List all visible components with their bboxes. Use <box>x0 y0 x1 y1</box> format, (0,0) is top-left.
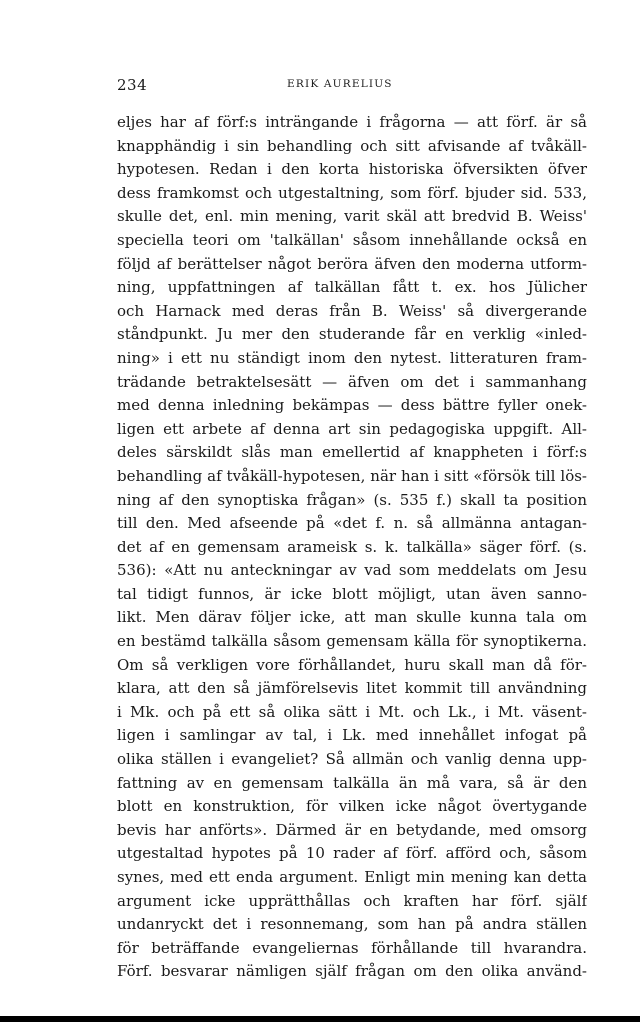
text-line: knapphändig i sin behandling och sitt afvisande af tvåkäll- <box>117 136 587 155</box>
text-line: behandling af tvåkäll-hypotesen, när han i sitt «försök till lös- <box>117 466 587 485</box>
text-line: Om så verkligen vore förhållandet, huru skall man då för- <box>117 655 587 674</box>
text-line: skulle det, enl. min mening, varit skäl att bredvid B. Weiss' <box>117 207 587 226</box>
text-line: utgestaltad hypotes på 10 rader af förf. afförd och, såsom <box>117 844 587 863</box>
text-line: dess framkomst och utgestaltning, som förf. bjuder sid. 533, <box>117 183 587 202</box>
text-line: med denna inledning bekämpas — dess bättre fyller onek- <box>117 396 587 415</box>
text-line: tal tidigt funnos, är icke blott möjligt, utan även sanno- <box>117 584 587 603</box>
text-line: undanryckt det i resonnemang, som han på andra ställen <box>117 915 587 934</box>
text-line: ning» i ett nu ständigt inom den nytest. litteraturen fram- <box>117 348 587 367</box>
text-line: och Harnack med deras från B. Weiss' så divergerande <box>117 301 587 320</box>
text-line: argument icke upprätthållas och kraften har förf. själf <box>117 891 587 910</box>
page-number: 234 <box>117 76 148 94</box>
text-line: blott en konstruktion, för vilken icke något övertygande <box>117 797 587 816</box>
body-text <box>117 111 587 984</box>
text-line: klara, att den så jämförelsevis litet kommit till användning <box>117 679 587 698</box>
running-head: ERIK AURELIUS <box>287 78 393 90</box>
text-line: Förf. besvarar nämligen själf frågan om den olika använd- <box>117 962 587 981</box>
text-line: ligen ett arbete af denna art sin pedagogiska uppgift. All- <box>117 419 587 438</box>
text-line: en bestämd talkälla såsom gemensam källa för synoptikerna. <box>117 632 587 651</box>
text-line: 536): «Att nu anteckningar av vad som meddelats om Jesu <box>117 561 587 580</box>
text-line: för beträffande evangeliernas förhållande till hvarandra. <box>117 938 587 957</box>
text-line: hypotesen. Redan i den korta historiska öfversikten öfver <box>117 160 587 179</box>
text-line: ning, uppfattningen af talkällan fått t. ex. hos Jülicher <box>117 278 587 297</box>
text-line: till den. Med afseende på «det f. n. så allmänna antagan- <box>117 514 587 533</box>
text-line: följd af berättelser något beröra äfven den moderna utform- <box>117 254 587 273</box>
text-line: olika ställen i evangeliet? Så allmän och vanlig denna upp- <box>117 750 587 769</box>
text-line: synes, med ett enda argument. Enligt min mening kan detta <box>117 868 587 886</box>
text-line: ståndpunkt. Ju mer den studerande får en verklig «inled- <box>117 325 587 344</box>
text-line: trädande betraktelsesätt — äfven om det i sammanhang <box>117 372 587 391</box>
text-line: likt. Men därav följer icke, att man skulle kunna tala om <box>117 608 587 627</box>
text-line: ligen i samlingar av tal, i Lk. med innehållet infogat på <box>117 726 587 745</box>
text-line: ning af den synoptiska frågan» (s. 535 f.) skall ta position <box>117 490 587 509</box>
text-line: i Mk. och på ett så olika sätt i Mt. och Lk., i Mt. väsent- <box>117 702 587 721</box>
text-line: fattning av en gemensam talkälla än må vara, så är den <box>117 773 587 792</box>
text-line: det af en gemensam arameisk s. k. talkälla» säger förf. (s. <box>117 537 587 556</box>
page-bottom-edge <box>0 1016 640 1022</box>
text-line: deles särskildt slås man emellertid af knappheten i förf:s <box>117 443 587 462</box>
text-line: eljes har af förf:s inträngande i frågorna — att förf. är så <box>117 113 587 131</box>
text-line: bevis har anförts». Därmed är en betydande, med omsorg <box>117 820 587 839</box>
page-header <box>117 76 587 98</box>
text-line: speciella teori om 'talkällan' såsom innehållande också en <box>117 230 587 249</box>
